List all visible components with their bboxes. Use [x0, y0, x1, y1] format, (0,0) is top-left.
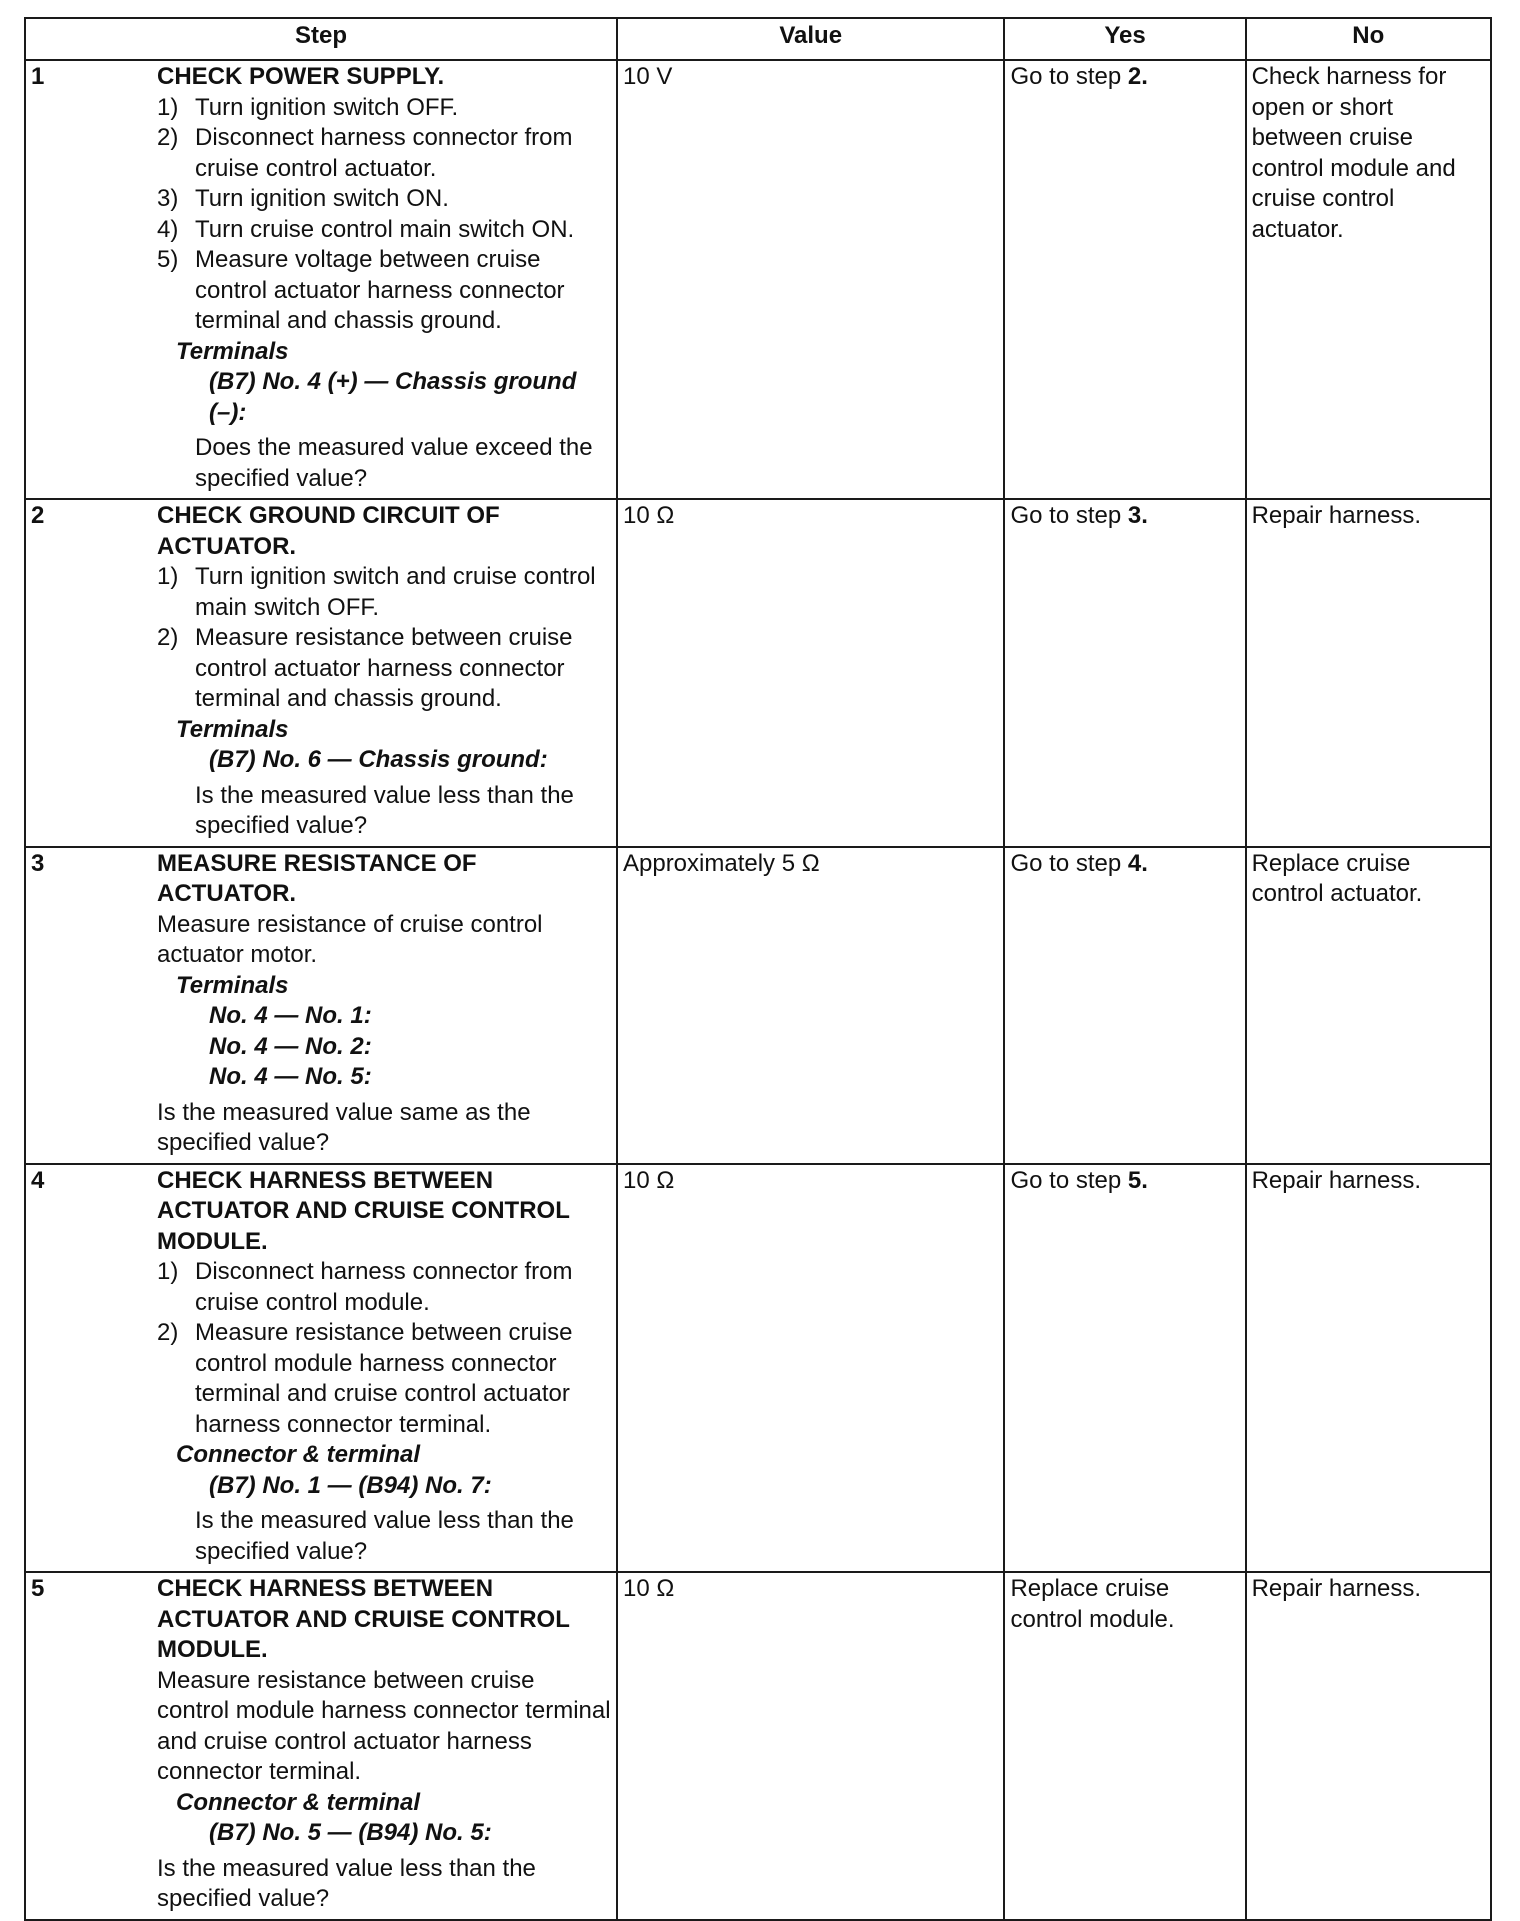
step-title: CHECK HARNESS BETWEEN ACTUATOR AND CRUISE CONTROL MODULE.: [157, 1575, 570, 1663]
no-action: Repair harness.: [1246, 1572, 1491, 1920]
step-instructions: [152, 499, 617, 847]
substep-text: Turn ignition switch ON.: [195, 185, 449, 212]
substep: [157, 562, 611, 623]
step-number: 2: [25, 499, 152, 847]
substep-text: Turn ignition switch and cruise control main switch OFF.: [195, 563, 596, 621]
table-row: [25, 499, 1491, 847]
substep-list: [157, 1257, 611, 1440]
step-title: CHECK GROUND CIRCUIT OF ACTUATOR.: [157, 502, 500, 560]
substep-text: Disconnect harness connector from cruise control actuator.: [195, 124, 573, 182]
spec-value: 10 V: [617, 60, 1004, 499]
step-question: Is the measured value less than the specified value?: [195, 1507, 574, 1565]
step-instructions: [152, 1164, 617, 1573]
terminal-spec: (B7) No. 4 (+) — Chassis ground (–):: [209, 368, 577, 426]
yes-action-text: Go to step: [1010, 63, 1122, 90]
substep: [157, 245, 611, 337]
terminal-spec: No. 4 — No. 5:: [209, 1063, 372, 1090]
connector-terminal-label: Connector & terminal: [176, 1788, 421, 1816]
terminals-label: Terminals: [176, 971, 289, 999]
substep-number: 2): [157, 1319, 179, 1346]
substep-number: 5): [157, 246, 179, 273]
step-number: 1: [25, 60, 152, 499]
header-row: [25, 18, 1491, 60]
step-number: 4: [25, 1164, 152, 1573]
substep-number: 1): [157, 93, 179, 121]
substep: [157, 215, 611, 246]
header-no: No: [1246, 18, 1491, 60]
terminal-spec: (B7) No. 6 — Chassis ground:: [209, 746, 548, 773]
substep-number: 4): [157, 215, 179, 243]
substep-number: 2): [157, 124, 179, 151]
step-question: Is the measured value less than the specified value?: [195, 781, 574, 839]
no-action: Repair harness.: [1246, 1164, 1491, 1573]
spec-value: Approximately 5 Ω: [617, 847, 1004, 1164]
substep: [157, 93, 611, 124]
substep-text: Turn cruise control main switch ON.: [195, 215, 575, 243]
step-instructions: [152, 847, 617, 1164]
yes-action-text: Go to step: [1010, 502, 1122, 529]
yes-step-number: 3.: [1127, 502, 1148, 529]
substep-number: 2): [157, 624, 179, 651]
terminals-label: Terminals: [176, 715, 289, 743]
yes-action: [1004, 60, 1245, 499]
step-text: Measure resistance between cruise control module harness connector terminal and cruise control actuator harness connector terminal.: [157, 1666, 611, 1785]
spec-value: 10 Ω: [617, 499, 1004, 847]
substep-list: [157, 93, 611, 337]
substep-list: [157, 562, 611, 715]
step-question: Does the measured value exceed the specified value?: [195, 434, 593, 492]
step-title: CHECK POWER SUPPLY.: [157, 63, 445, 90]
substep-text: Measure voltage between cruise control actuator harness connector terminal and chassis ground.: [195, 246, 565, 334]
yes-action-text: Go to step: [1010, 849, 1122, 877]
terminal-spec: (B7) No. 1 — (B94) No. 7:: [209, 1471, 492, 1499]
no-action: Repair harness.: [1246, 499, 1491, 847]
step-number: 3: [25, 847, 152, 1164]
substep-number: 1): [157, 1258, 179, 1285]
yes-action: [1004, 499, 1245, 847]
yes-action-text: Replace cruise control module.: [1010, 1575, 1175, 1633]
terminal-spec: No. 4 — No. 1:: [209, 1002, 372, 1029]
substep-number: 1): [157, 563, 179, 590]
terminals-label: Terminals: [176, 337, 289, 365]
header-step: Step: [25, 18, 617, 60]
header-value: Value: [617, 18, 1004, 60]
table-row: [25, 60, 1491, 499]
substep: [157, 184, 611, 215]
connector-terminal-label: Connector & terminal: [176, 1441, 421, 1468]
yes-action-text: Go to step: [1010, 1166, 1122, 1194]
yes-step-number: 2.: [1127, 63, 1148, 90]
spec-value: 10 Ω: [617, 1572, 1004, 1920]
header-yes: Yes: [1004, 18, 1245, 60]
substep-text: Turn ignition switch OFF.: [195, 93, 459, 121]
step-title: MEASURE RESISTANCE OF ACTUATOR.: [157, 849, 477, 907]
substep: [157, 623, 611, 715]
terminal-spec: (B7) No. 5 — (B94) No. 5:: [209, 1819, 492, 1846]
step-question: Is the measured value less than the specified value?: [157, 1854, 536, 1912]
yes-step-number: 5.: [1127, 1166, 1148, 1194]
substep: [157, 123, 611, 184]
substep-text: Measure resistance between cruise control actuator harness connector terminal and chassis ground.: [195, 624, 573, 712]
step-text: Measure resistance of cruise control actuator motor.: [157, 910, 543, 968]
table-row: [25, 847, 1491, 1164]
step-title: CHECK HARNESS BETWEEN ACTUATOR AND CRUISE CONTROL MODULE.: [157, 1166, 570, 1255]
terminal-spec: No. 4 — No. 2:: [209, 1032, 372, 1060]
step-instructions: [152, 60, 617, 499]
no-action: Check harness for open or short between cruise control module and cruise control actuator.: [1246, 60, 1491, 499]
yes-action: [1004, 1572, 1245, 1920]
table-row: [25, 1572, 1491, 1920]
step-number: 5: [25, 1572, 152, 1920]
yes-step-number: 4.: [1127, 849, 1148, 877]
substep: [157, 1257, 611, 1318]
step-instructions: [152, 1572, 617, 1920]
yes-action: [1004, 1164, 1245, 1573]
table-row: [25, 1164, 1491, 1573]
substep-text: Measure resistance between cruise control module harness connector terminal and cruise control actuator harness connector terminal.: [195, 1319, 573, 1438]
spec-value: 10 Ω: [617, 1164, 1004, 1573]
yes-action: [1004, 847, 1245, 1164]
diagnostic-table: [24, 17, 1492, 1921]
substep-number: 3): [157, 185, 179, 212]
step-question: Is the measured value same as the specified value?: [157, 1098, 531, 1156]
no-action: Replace cruise control actuator.: [1246, 847, 1491, 1164]
substep: [157, 1318, 611, 1440]
substep-text: Disconnect harness connector from cruise control module.: [195, 1258, 573, 1316]
